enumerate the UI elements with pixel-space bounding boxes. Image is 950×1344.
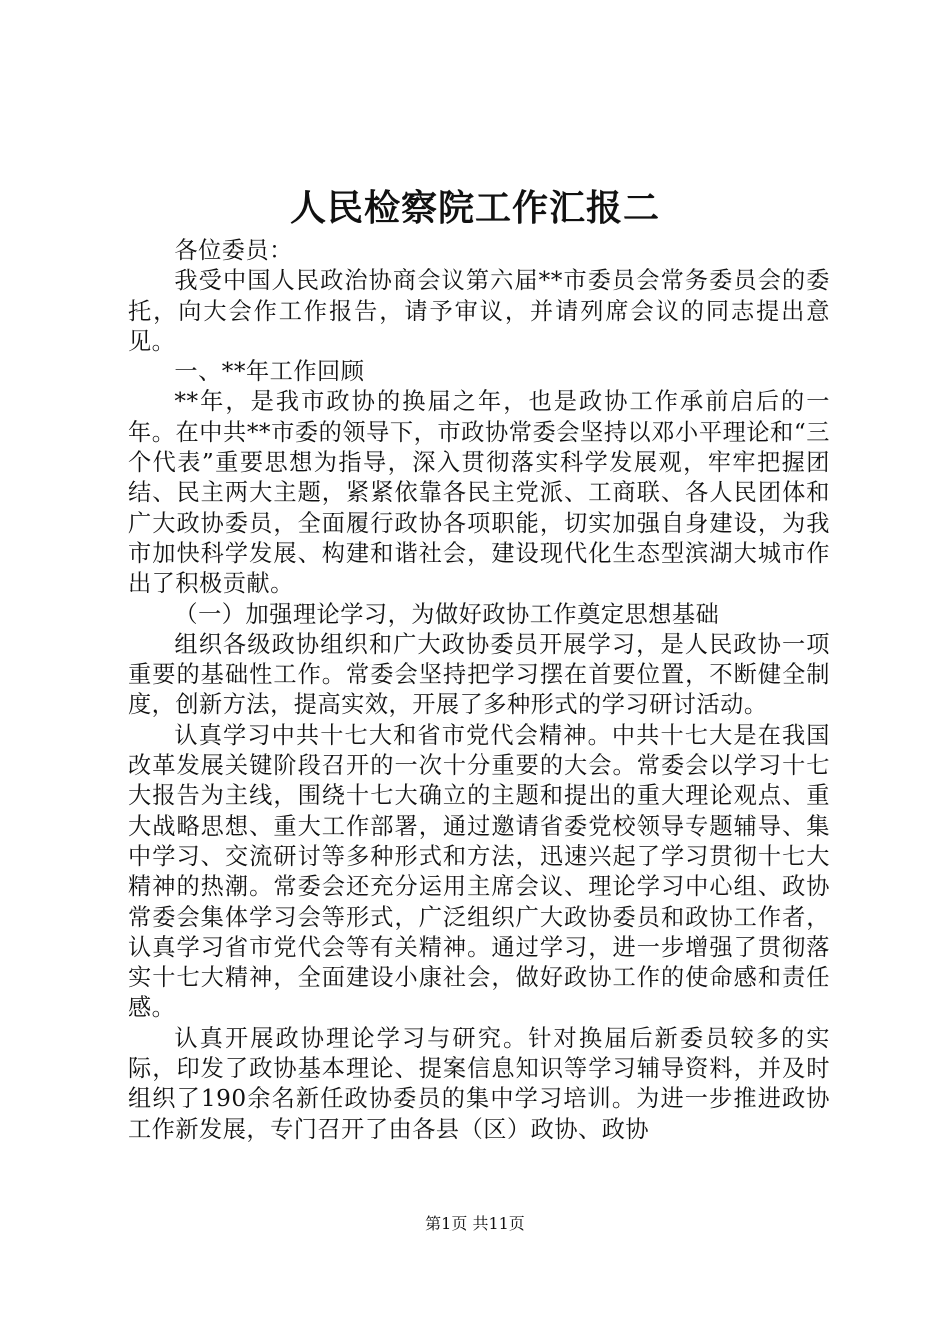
document-title: 人民检察院工作汇报二 — [289, 187, 660, 229]
paragraph-congress: 认真学习中共十七大和省市党代会精神。中共十七大是在我国改革发展关键阶段召开的一次十分重要的大会。常委会以学习十七大报告为主线，围绕十七大确立的主题和提出的重大理论观点、重大战略思想、重大工作部署，通过邀请省委党校领导专题辅导、集中学习、交流研讨等多种形式和方法，迅速兴起了学习贯彻十七大精神的热潮。常委会还充分运用主席会议、理论学习中心组、政协常委会集体学习会等形式，广泛组织广大政协委员和政协工作者，认真学习省市党代会等有关精神。通过学习，进一步增强了贯彻落实十七大精神，全面建设小康社会，做好政协工作的使命感和责任感。 — [128, 721, 830, 1022]
document-body — [128, 236, 830, 1145]
paragraph-theory: 认真开展政协理论学习与研究。针对换届后新委员较多的实际，印发了政协基本理论、提案信息知识等学习辅导资料，并及时组织了190余名新任政协委员的集中学习培训。为进一步推进政协工作新发展，专门召开了由各县（区）政协、政协 — [128, 1024, 830, 1143]
page-footer: 第1页 共11页 — [425, 1214, 525, 1233]
subsection-heading: （一）加强理论学习，为做好政协工作奠定思想基础 — [174, 600, 720, 628]
paragraph-review: **年，是我市政协的换届之年，也是政协工作承前启后的一年。在中共**市委的领导下，市政协常委会坚持以邓小平理论和“三个代表”重要思想为指导，深入贯彻落实科学发展观，牢牢把握团结、民主两大主题，紧紧依靠各民主党派、工商联、各人民团体和广大政协委员，全面履行政协各项职能，切实加强自身建设，为我市加快科学发展、构建和谐社会，建设现代化生态型滨湖大城市作出了积极贡献。 — [128, 388, 830, 598]
section-heading: 一、**年工作回顾 — [174, 358, 365, 386]
paragraph-salutation: 各位委员： — [174, 237, 293, 264]
paragraph-intro: 我受中国人民政治协商会议第六届**市委员会常务委员会的委托，向大会作工作报告，请予审议，并请列席会议的同志提出意见。 — [128, 267, 830, 355]
paragraph-study: 组织各级政协组织和广大政协委员开展学习，是人民政协一项重要的基础性工作。常委会坚持把学习摆在首要位置，不断健全制度，创新方法，提高实效，开展了多种形式的学习研讨活动。 — [128, 630, 830, 719]
